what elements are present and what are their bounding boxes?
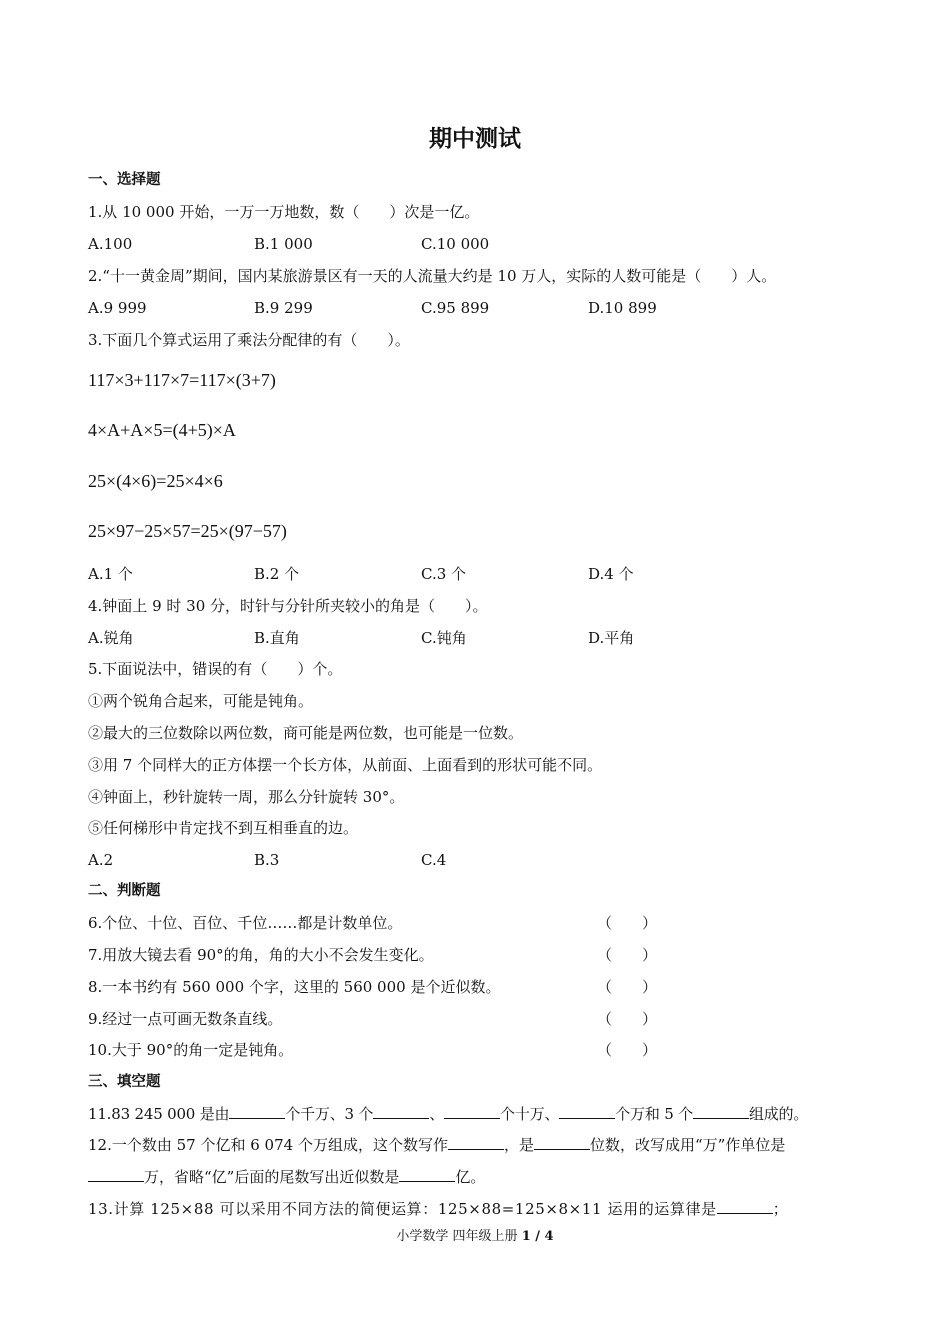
q13-text-1: 13.计算 125×88 可以采用不同方法的简便运算：125×88=125×8×11 运用的运算律是 [88, 1200, 717, 1218]
blank-12-4[interactable] [399, 1167, 455, 1182]
question-11 [88, 1104, 808, 1124]
blank-11-5[interactable] [693, 1104, 749, 1119]
section-heading-choice: 一、选择题 [88, 172, 161, 188]
option-4d: D.平角 [588, 629, 635, 647]
question-5: 5.下面说法中，错误的有（ ）个。 [88, 660, 343, 678]
footer-label: 小学数学 四年级上册 [396, 1229, 518, 1244]
formula-4: 25×97−25×57=25×(97−57) [88, 521, 287, 541]
blank-11-4[interactable] [559, 1104, 615, 1119]
question-12-line-1 [88, 1135, 785, 1155]
blank-11-1[interactable] [229, 1104, 285, 1119]
judge-item-7: 7.用放大镜去看 90°的角，角的大小不会发生变化。 [88, 946, 434, 964]
option-2d: D.10 899 [588, 299, 657, 317]
q11-text-5: 个万和 5 个 [615, 1105, 693, 1123]
q12-text-1: 12.一个数由 57 个亿和 6 074 个万组成，这个数写作 [88, 1136, 448, 1154]
question-4: 4.钟面上 9 时 30 分，时针与分针所夹较小的角是（ ）。 [88, 597, 488, 615]
option-2a: A.9 999 [88, 299, 147, 317]
blank-12-2[interactable] [534, 1135, 590, 1150]
judge-item-8: 8.一本书约有 560 000 个字，这里的 560 000 是个近似数。 [88, 978, 501, 996]
blank-13-1[interactable] [717, 1199, 773, 1214]
formula-1: 117×3+117×7=117×(3+7) [88, 370, 276, 390]
question-12-line-2 [88, 1167, 485, 1187]
option-2b: B.9 299 [254, 299, 313, 317]
option-3d: D.4 个 [588, 565, 634, 583]
option-4b: B.直角 [254, 629, 300, 647]
statement-1: ①两个锐角合起来，可能是钝角。 [88, 692, 314, 710]
section-heading-fill: 三、填空题 [88, 1074, 161, 1090]
q13-text-2: ； [772, 1200, 789, 1218]
option-1a: A.100 [88, 235, 133, 253]
answer-bracket-10[interactable]: （ ） [597, 1041, 658, 1059]
option-5c: C.4 [421, 851, 447, 869]
formula-3: 25×(4×6)=25×4×6 [88, 471, 223, 491]
option-1c: C.10 000 [421, 235, 490, 253]
option-1b: B.1 000 [254, 235, 313, 253]
q11-text-3: 、 [429, 1105, 445, 1123]
option-3a: A.1 个 [88, 565, 133, 583]
page-footer [0, 1228, 950, 1246]
blank-11-2[interactable] [373, 1104, 429, 1119]
q12-text-4: 万，省略“亿”后面的尾数写出近似数是 [144, 1168, 400, 1186]
option-4a: A.锐角 [88, 629, 134, 647]
judge-item-6: 6.个位、十位、百位、千位……都是计数单位。 [88, 914, 403, 932]
statement-5: ⑤任何梯形中肯定找不到互相垂直的边。 [88, 819, 359, 837]
page-title: 期中测试 [429, 126, 521, 152]
option-3b: B.2 个 [254, 565, 300, 583]
judge-item-9: 9.经过一点可画无数条直线。 [88, 1010, 283, 1028]
statement-2: ②最大的三位数除以两位数，商可能是两位数，也可能是一位数。 [88, 724, 524, 742]
option-5a: A.2 [88, 851, 114, 869]
q11-text-6: 组成的。 [748, 1105, 809, 1123]
option-4c: C.钝角 [421, 629, 467, 647]
q11-text-2: 个千万、3 个 [285, 1105, 374, 1123]
blank-12-1[interactable] [448, 1135, 504, 1150]
judge-item-10: 10.大于 90°的角一定是钝角。 [88, 1041, 294, 1059]
q12-text-2: ，是 [503, 1136, 534, 1154]
section-heading-judge: 二、判断题 [88, 883, 161, 899]
q12-text-3: 位数，改写成用“万”作单位是 [589, 1136, 786, 1154]
q12-text-5: 亿。 [455, 1168, 486, 1186]
blank-11-3[interactable] [444, 1104, 500, 1119]
question-1: 1.从 10 000 开始，一万一万地数，数（ ）次是一亿。 [88, 203, 480, 221]
q11-text-4: 个十万、 [500, 1105, 560, 1123]
formula-2: 4×A+A×5=(4+5)×A [88, 420, 236, 440]
option-2c: C.95 899 [421, 299, 490, 317]
answer-bracket-6[interactable]: （ ） [597, 914, 658, 932]
option-5b: B.3 [254, 851, 280, 869]
option-3c: C.3 个 [421, 565, 467, 583]
blank-12-3[interactable] [88, 1167, 144, 1182]
answer-bracket-7[interactable]: （ ） [597, 946, 658, 964]
question-13 [88, 1199, 788, 1219]
question-2: 2.“十一黄金周”期间，国内某旅游景区有一天的人流量大约是 10 万人，实际的人数可能是（ ）人。 [88, 267, 777, 285]
answer-bracket-8[interactable]: （ ） [597, 978, 658, 996]
statement-3: ③用 7 个同样大的正方体摆一个长方体，从前面、上面看到的形状可能不同。 [88, 756, 603, 774]
page-number: 1 / 4 [521, 1229, 554, 1244]
answer-bracket-9[interactable]: （ ） [597, 1010, 658, 1028]
q11-text-1: 11.83 245 000 是由 [88, 1105, 230, 1123]
question-3: 3.下面几个算式运用了乘法分配律的有（ ）。 [88, 331, 410, 349]
statement-4: ④钟面上，秒针旋转一周，那么分针旋转 30°。 [88, 788, 405, 806]
